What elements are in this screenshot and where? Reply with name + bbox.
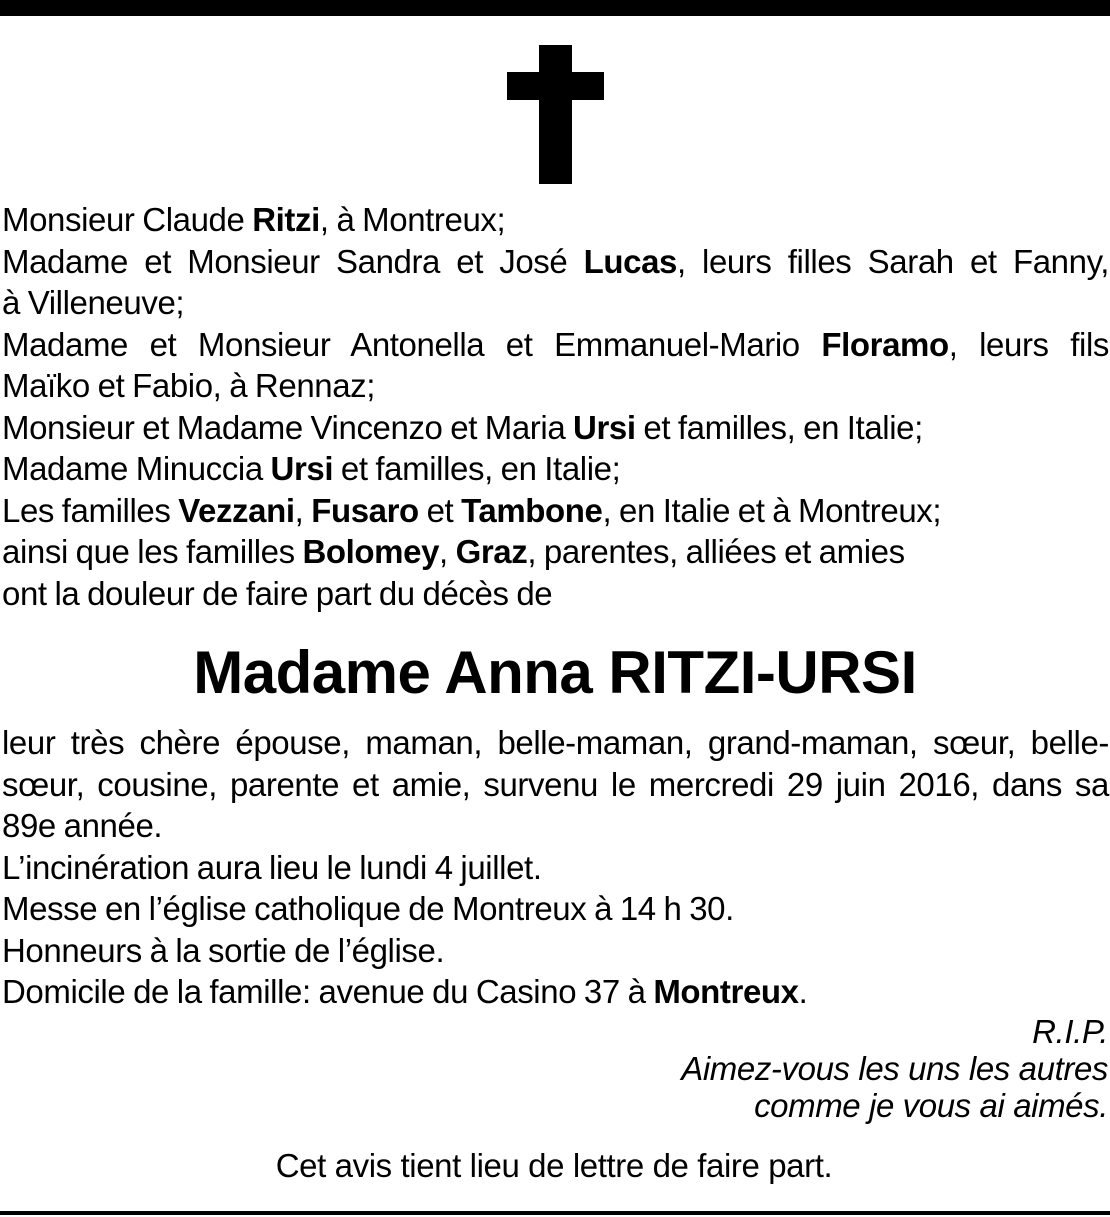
closing-verse [508,1013,1108,1124]
top-rule [0,0,1110,16]
details-line-6: Honneurs à la sortie de l’église. [2,931,445,969]
family-line-5: Maïko et Fabio, à Rennaz; [2,367,376,404]
family-line-7: Madame Minuccia Ursi et familles, en Italie; [2,450,621,487]
notice-text: Cet avis tient lieu de lettre de faire part. [275,1147,833,1184]
deceased-name: Madame Anna RITZI-URSI [193,639,917,706]
family-line-10: ont la douleur de faire part du décès de [2,574,553,612]
family-line-8: Les familles Vezzani, Fusaro et Tambone, en Italie et à Montreux; [2,491,942,529]
family-list [2,199,1109,614]
details [2,722,1109,1013]
bottom-rule [0,1211,1110,1215]
verse-line-1: Aimez-vous les uns les autres [681,1050,1108,1087]
family-line-3: à Villeneuve; [2,284,185,321]
details-line-2: sœur, cousine, parente et amie, survenu le mercredi 29 juin 2016, dans sa [2,765,1109,803]
rip-text: R.I.P. [1032,1013,1108,1050]
family-line-1: Monsieur Claude Ritzi, à Montreux; [2,201,506,238]
details-line-3: 89e année. [2,807,163,844]
details-line-5: Messe en l’église catholique de Montreux à 14 h 30. [2,890,734,927]
details-line-7: Domicile de la famille: avenue du Casino 37 à Montreux. [2,973,808,1010]
details-line-4: L’incinération aura lieu le lundi 4 juillet. [2,848,542,886]
verse-line-2: comme je vous ai aimés. [754,1087,1108,1124]
family-line-6: Monsieur et Madame Vincenzo et Maria Ursi et familles, en Italie; [2,408,923,446]
family-line-9: ainsi que les familles Bolomey, Graz, parentes, alliées et amies [2,533,905,570]
latin-cross-icon [507,45,604,184]
family-line-4: Madame et Monsieur Antonella et Emmanuel-Mario Floramo, leurs fils [2,325,1109,363]
details-line-1: leur très chère épouse, maman, belle-maman, grand-maman, sœur, belle- [2,724,1109,761]
family-line-2: Madame et Monsieur Sandra et José Lucas, leurs filles Sarah et Fanny, [2,242,1109,280]
